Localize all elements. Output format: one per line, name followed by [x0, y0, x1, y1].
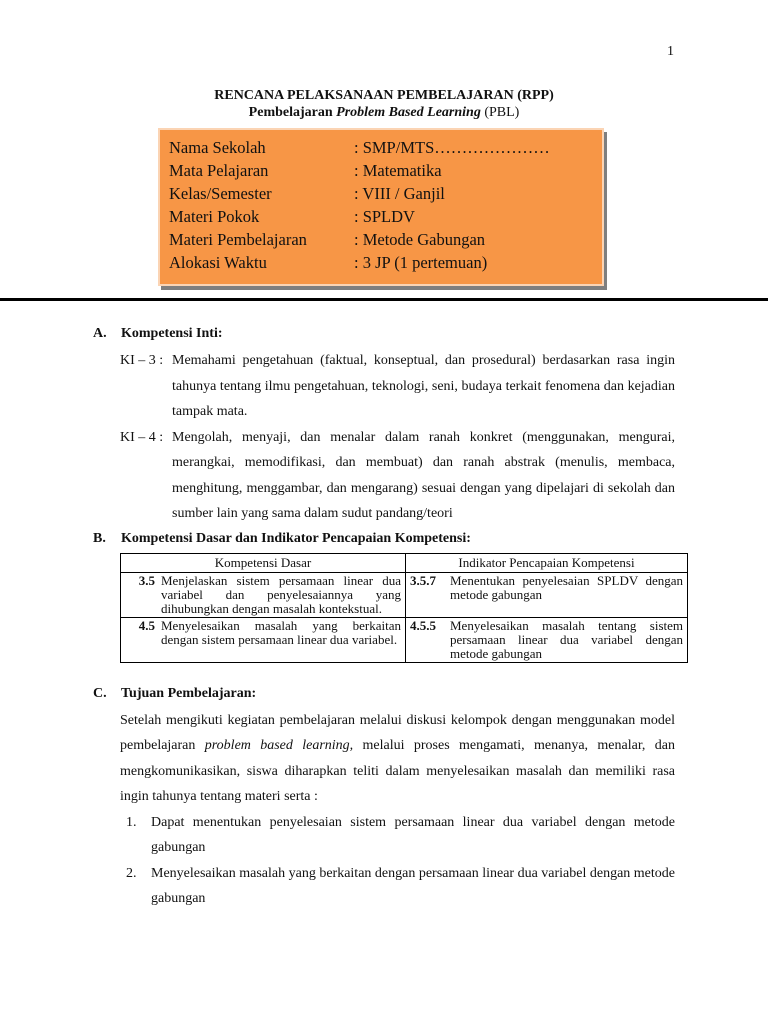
ki-text: Memahami pengetahuan (faktual, konseptual, dan prosedural) berdasarkan rasa ingin tahunya tentang ilmu pengetahuan, teknologi, seni, budaya terkait fenomena dan kejadian tampak mata. — [172, 353, 675, 419]
ki-code: KI – 3 : — [120, 353, 164, 368]
section-c-heading — [93, 682, 675, 706]
info-label: Mata Pelajaran — [169, 161, 269, 180]
horizontal-divider — [0, 298, 768, 301]
info-label: Kelas/Semester — [169, 184, 272, 203]
kd-text: Menyelesaikan masalah yang berkaitan dengan sistem persamaan linear dua variabel. — [161, 617, 401, 647]
learning-goal-intro — [120, 708, 675, 810]
intro-text-2: melalui proses mengamati, menanya, menalar, dan mengkomunikasikan, siswa diharapkan teliti dalam menyelesaikan masalah dan memiliki rasa ingin tahunya tentang materi serta : — [120, 738, 675, 804]
kd-code: 3.5 — [138, 572, 155, 588]
section-letter: C. — [93, 685, 107, 701]
document-body — [93, 322, 683, 912]
section-b-heading — [93, 527, 675, 551]
kd-cell — [121, 572, 406, 617]
subtitle-model: Problem Based Learning — [336, 105, 481, 120]
info-row — [169, 159, 602, 182]
info-row — [169, 251, 602, 274]
ipk-code: 3.5.7 — [410, 572, 436, 588]
info-row — [169, 136, 602, 159]
table-header-kd: Kompetensi Dasar — [121, 553, 406, 572]
ipk-text: Menyelesaikan masalah tentang sistem persamaan linear dua variabel dengan metode gabungan — [450, 617, 683, 661]
section-title: Kompetensi Inti: — [121, 326, 223, 341]
kd-cell — [121, 617, 406, 662]
table-row — [121, 572, 688, 617]
ki-text: Mengolah, menyaji, dan menalar dalam ranah konkret (menggunakan, mengurai, merangkai, memodifikasi, dan membuat) dan ranah abstrak (menulis, membaca, menghitung, menggambar, dan mengarang) sesuai dengan yang dipelajari di sekolah dan sumber lain yang sama dalam sudut pandang/teori — [172, 429, 675, 521]
competency-table — [120, 553, 688, 663]
info-label: Nama Sekolah — [169, 138, 266, 157]
section-letter: A. — [93, 326, 107, 341]
info-label: Materi Pokok — [169, 207, 260, 226]
section-letter: B. — [93, 530, 106, 546]
section-title: Tujuan Pembelajaran: — [121, 685, 257, 701]
info-value: : Metode Gabungan — [354, 230, 486, 249]
info-label: Alokasi Waktu — [169, 253, 267, 272]
document-title: RENCANA PELAKSANAAN PEMBELAJARAN (RPP) — [214, 88, 554, 103]
kd-text: Menjelaskan sistem persamaan linear dua variabel dan penyelesaiannya yang dihubungkan dengan masalah kontekstual. — [161, 572, 401, 616]
ki-4-item — [120, 425, 675, 527]
intro-model: problem based learning, — [204, 738, 354, 753]
page-number: 1 — [667, 44, 674, 59]
ipk-cell — [406, 572, 688, 617]
table-row — [121, 617, 688, 662]
list-item — [126, 810, 675, 861]
list-item — [126, 861, 675, 912]
info-row — [169, 228, 602, 251]
info-value: : 3 JP (1 pertemuan) — [354, 253, 488, 272]
info-value: : SPLDV — [354, 207, 415, 226]
subtitle-suffix: (PBL) — [480, 105, 520, 120]
ki-code: KI – 4 : — [120, 429, 164, 445]
info-row — [169, 182, 602, 205]
table-header-row — [121, 553, 688, 572]
info-value: : VIII / Ganjil — [354, 184, 445, 203]
info-label: Materi Pembelajaran — [169, 230, 307, 249]
subtitle-prefix: Pembelajaran — [248, 105, 337, 120]
info-value: : SMP/MTS………………… — [354, 138, 550, 157]
section-a-heading — [93, 322, 675, 346]
ki-3-item — [120, 348, 675, 425]
list-text: Menyelesaikan masalah yang berkaitan dengan persamaan linear dua variabel dengan metode gabungan — [151, 865, 675, 906]
table-header-ipk: Indikator Pencapaian Kompetensi — [406, 553, 688, 572]
ipk-code: 4.5.5 — [410, 617, 436, 633]
section-title: Kompetensi Dasar dan Indikator Pencapaian Kompetensi: — [121, 530, 471, 546]
info-value: : Matematika — [354, 161, 442, 180]
intro-text-1: Setelah mengikuti kegiatan pembelajaran melalui diskusi kelompok dengan menggunakan model pembelajaran — [120, 712, 675, 753]
info-row — [169, 205, 602, 228]
document-subtitle — [0, 104, 768, 122]
list-number: 2. — [126, 865, 137, 881]
list-text: Dapat menentukan penyelesaian sistem persamaan linear dua variabel dengan metode gabungan — [151, 814, 675, 855]
ipk-text: Menentukan penyelesaian SPLDV dengan metode gabungan — [450, 572, 683, 602]
kd-code: 4.5 — [138, 617, 155, 633]
ipk-cell — [406, 617, 688, 662]
list-number: 1. — [126, 814, 137, 830]
school-info-box — [158, 128, 604, 286]
